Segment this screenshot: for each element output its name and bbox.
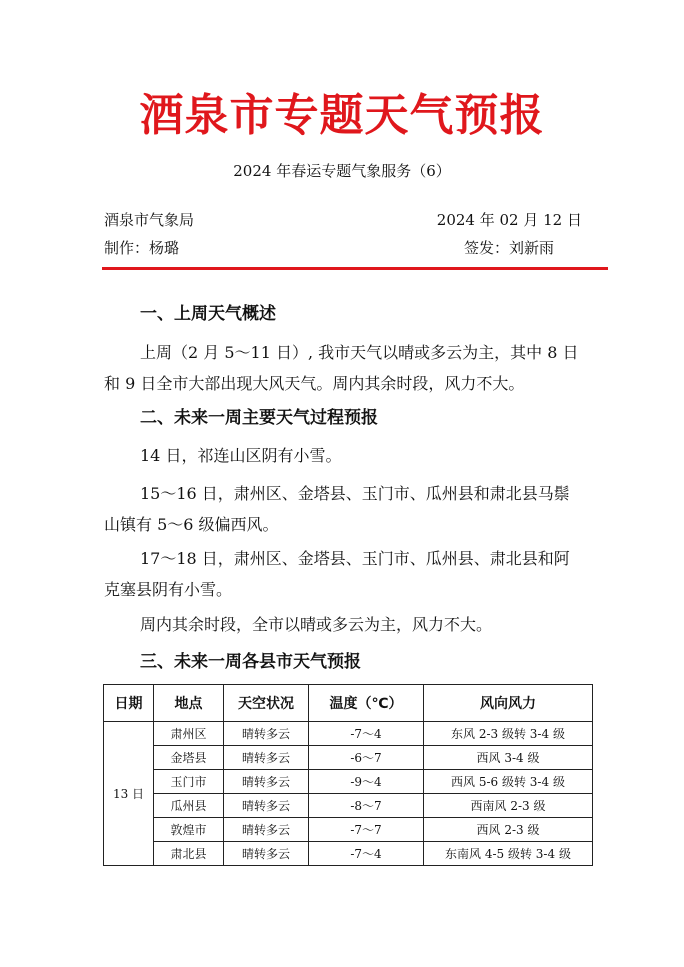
temp-cell: -8～7 — [309, 794, 424, 818]
sky-cell: 晴转多云 — [224, 794, 309, 818]
sky-cell: 晴转多云 — [224, 722, 309, 746]
table-row — [104, 746, 593, 770]
table-header-row — [104, 685, 593, 722]
temp-cell: -7～4 — [309, 842, 424, 866]
section-2-paragraph-2: 15～16 日，肃州区、金塔县、玉门市、瓜州县和肃北县马鬃山镇有 5～6 级偏西风。 — [104, 484, 570, 534]
forecast-table — [103, 684, 593, 866]
sky-cell: 晴转多云 — [224, 818, 309, 842]
section-1-paragraph: 上周（2 月 5～11 日）, 我市天气以晴或多云为主，其中 8 日和 9 日全市大部出现大风天气。周内其余时段，风力不大。 — [104, 343, 579, 393]
author: 制作：杨璐 — [104, 239, 180, 257]
wind-cell: 西南风 2-3 级 — [424, 794, 593, 818]
place-cell: 敦煌市 — [154, 818, 224, 842]
section-2-paragraph-4: 周内其余时段，全市以晴或多云为主，风力不大。 — [140, 615, 493, 634]
header-temp: 温度（℃） — [309, 685, 424, 722]
wind-cell: 东风 2-3 级转 3-4 级 — [424, 722, 593, 746]
place-cell: 肃州区 — [154, 722, 224, 746]
header-wind: 风向风力 — [424, 685, 593, 722]
section-2-paragraph-3: 17～18 日，肃州区、金塔县、玉门市、瓜州县、肃北县和阿克塞县阴有小雪。 — [104, 549, 570, 599]
section-3-heading: 三、未来一周各县市天气预报 — [140, 652, 361, 672]
table-row — [104, 818, 593, 842]
place-cell: 玉门市 — [154, 770, 224, 794]
signer: 签发：刘新雨 — [463, 239, 554, 257]
temp-cell: -9～4 — [309, 770, 424, 794]
wind-cell: 西风 2-3 级 — [424, 818, 593, 842]
place-cell: 肃北县 — [154, 842, 224, 866]
issuer: 酒泉市气象局 — [104, 211, 195, 229]
header-sky: 天空状况 — [224, 685, 309, 722]
temp-cell: -6～7 — [309, 746, 424, 770]
temp-cell: -7～4 — [309, 722, 424, 746]
table-row — [104, 722, 593, 746]
temp-cell: -7～7 — [309, 818, 424, 842]
sky-cell: 晴转多云 — [224, 746, 309, 770]
wind-cell: 西风 3-4 级 — [424, 746, 593, 770]
section-2-paragraph-1: 14 日，祁连山区阴有小雪。 — [140, 446, 342, 465]
table-row — [104, 770, 593, 794]
issue-date: 2024 年 02 月 12 日 — [436, 211, 582, 229]
section-1-heading: 一、上周天气概述 — [140, 304, 276, 324]
table-row — [104, 842, 593, 866]
header-date: 日期 — [104, 685, 154, 722]
sky-cell: 晴转多云 — [224, 770, 309, 794]
sky-cell: 晴转多云 — [224, 842, 309, 866]
header-place: 地点 — [154, 685, 224, 722]
place-cell: 金塔县 — [154, 746, 224, 770]
document-title: 酒泉市专题天气预报 — [139, 90, 545, 141]
date-cell: 13 日 — [104, 722, 154, 866]
section-2-heading: 二、未来一周主要天气过程预报 — [140, 408, 378, 428]
wind-cell: 东南风 4-5 级转 3-4 级 — [424, 842, 593, 866]
place-cell: 瓜州县 — [154, 794, 224, 818]
header-divider — [102, 267, 608, 270]
document-subtitle: 2024 年春运专题气象服务（6） — [233, 162, 451, 180]
table-row — [104, 794, 593, 818]
wind-cell: 西风 5-6 级转 3-4 级 — [424, 770, 593, 794]
